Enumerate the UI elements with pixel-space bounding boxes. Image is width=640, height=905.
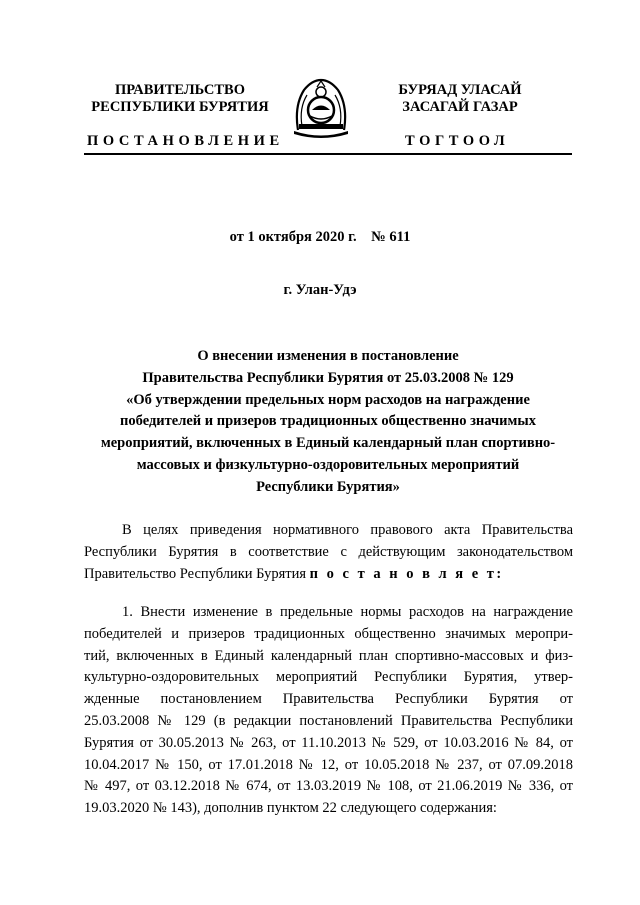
- paragraph-1: [84, 602, 573, 820]
- paragraph-1-line: тий, включенных в Единый календарный план спортивно-массовых и физ-: [84, 647, 573, 664]
- preamble-line: В целях приведения нормативного правового акта Правительства: [122, 522, 573, 538]
- city-line: г. Улан-Удэ: [283, 282, 357, 298]
- paragraph-1-line: № 497, от 03.12.2018 № 674, от 13.03.2019 № 108, от 21.06.2019 № 336, от: [84, 778, 573, 795]
- preamble-line: [84, 564, 573, 586]
- resolves-keyword: п о с т а н о в л я е т:: [309, 565, 504, 582]
- document-title: [80, 346, 576, 499]
- paragraph-1-line: 10.04.2017 № 150, от 17.01.2018 № 12, от 10.05.2018 № 237, от 07.09.2018: [84, 756, 573, 773]
- header-right: [350, 82, 570, 116]
- coat-of-arms-icon: [290, 76, 352, 140]
- header-left: [70, 82, 290, 116]
- title-line: победителей и призеров традиционных общественно значимых: [120, 413, 536, 430]
- date-number-line: от 1 октября 2020 г. № 611: [229, 229, 411, 245]
- title-line: мероприятий, включенных в Единый календарный план спортивно-: [100, 435, 556, 452]
- doc-type-left: ПОСТАНОВЛЕНИЕ: [87, 133, 284, 149]
- paragraph-1-line: 25.03.2008 № 129 (в редакции постановлений Правительства Республики: [84, 712, 573, 729]
- preamble-line3-text: Правительство Республики Бурятия: [84, 565, 307, 582]
- title-line: массовых и физкультурно-оздоровительных мероприятий: [136, 456, 520, 473]
- paragraph-1-line: культурно-оздоровительных мероприятий Республики Бурятия, утвер-: [84, 669, 573, 686]
- title-line: О внесении изменения в постановление: [197, 348, 459, 364]
- paragraph-1-line: 1. Внести изменение в предельные нормы расходов на награждение: [122, 604, 573, 620]
- header-left-line1: ПРАВИТЕЛЬСТВО: [115, 82, 245, 98]
- header-right-line2: ЗАСАГАЙ ГАЗАР: [402, 99, 518, 115]
- title-line: «Об утверждении предельных норм расходов на награждение: [126, 391, 530, 408]
- title-line: Республики Бурятия»: [256, 478, 400, 495]
- paragraph-1-line: Бурятия от 30.05.2013 № 263, от 11.10.2013 № 529, от 10.03.2016 № 84, от: [84, 734, 573, 751]
- preamble-line: Республики Бурятия в соответствие с действующим законодательством: [84, 543, 573, 560]
- doc-type-right: ТОГТООЛ: [405, 133, 510, 149]
- paragraph-1-line: победителей и призеров традиционных общественно значимых меропри-: [84, 625, 573, 642]
- paragraph-1-line: жденные постановлением Правительства Республики Бурятия от: [84, 691, 573, 708]
- title-line: Правительства Республики Бурятия от 25.03.2008 № 129: [142, 369, 514, 386]
- header-right-line1: БУРЯАД УЛАСАЙ: [398, 82, 522, 98]
- header-divider: [84, 153, 572, 155]
- preamble-paragraph: [84, 520, 573, 585]
- paragraph-1-line: 19.03.2020 № 143), дополнив пунктом 22 следующего содержания:: [84, 800, 497, 817]
- header-left-line2: РЕСПУБЛИКИ БУРЯТИЯ: [91, 99, 269, 115]
